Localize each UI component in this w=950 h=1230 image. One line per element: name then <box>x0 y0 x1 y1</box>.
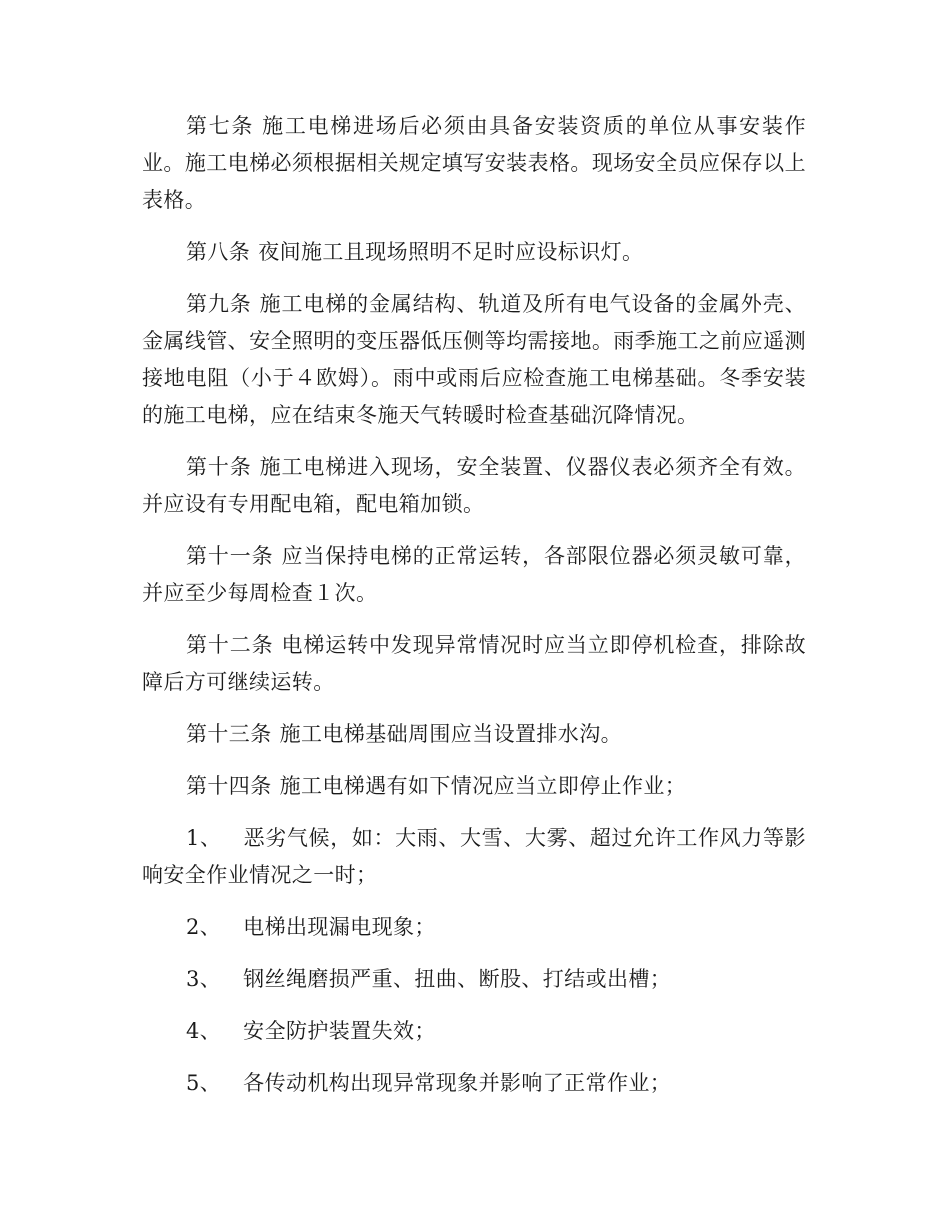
article-label: 第十条 <box>186 455 252 479</box>
article-label: 第八条 <box>186 240 251 264</box>
article-label: 第七条 <box>186 114 255 138</box>
list-item-number: 2、 <box>186 915 222 939</box>
article-text: 施工电梯基础周围应当设置排水沟。 <box>279 722 623 746</box>
list-item-text: 各传动机构出现异常现象并影响了正常作业； <box>243 1071 672 1095</box>
list-item <box>142 820 806 894</box>
article-label: 第九条 <box>186 292 252 316</box>
article-text: 施工电梯进场后必须由具备安装资质的单位从事安装作业。施工电梯必须根据相关规定填写安装表格。现场安全员应保存以上表格。 <box>142 114 806 212</box>
list-item <box>142 1013 806 1050</box>
list-item-number: 4、 <box>186 1019 222 1043</box>
list-item <box>142 961 806 998</box>
list-item <box>142 1065 806 1102</box>
list-item-text: 电梯出现漏电现象； <box>243 915 436 939</box>
article-text: 应当保持电梯的正常运转，各部限位器必须灵敏可靠，并应至少每周检查１次。 <box>142 544 806 605</box>
article-label: 第十一条 <box>186 544 274 568</box>
article-14 <box>142 768 806 805</box>
article-label: 第十三条 <box>186 722 272 746</box>
article-7 <box>142 108 806 219</box>
article-text: 施工电梯遇有如下情况应当立即停止作业； <box>279 774 687 798</box>
article-13 <box>142 716 806 753</box>
article-label: 第十四条 <box>186 774 272 798</box>
article-8 <box>142 234 806 271</box>
list-item-number: 3、 <box>186 967 222 991</box>
list-item-number: 5、 <box>186 1071 222 1095</box>
article-text: 电梯运转中发现异常情况时应当立即停机检查，排除故障后方可继续运转。 <box>142 633 806 694</box>
article-text: 施工电梯的金属结构、轨道及所有电气设备的金属外壳、金属线管、安全照明的变压器低压侧等均需接地。雨季施工之前应遥测接地电阻（小于４欧姆）。雨中或雨后应检查施工电梯基础。冬季安装的施工电梯，应在结束冬施天气转暖时检查基础沉降情况。 <box>142 292 806 427</box>
article-9 <box>142 286 806 434</box>
article-12 <box>142 627 806 701</box>
list-item-text: 安全防护装置失效； <box>243 1019 436 1043</box>
list-item-number: 1、 <box>186 826 222 850</box>
article-text: 夜间施工且现场照明不足时应设标识灯。 <box>258 240 644 264</box>
list-item-text: 钢丝绳磨损严重、扭曲、断股、打结或出槽； <box>243 967 672 991</box>
article-11 <box>142 538 806 612</box>
document-body <box>142 108 806 1117</box>
article-10 <box>142 449 806 523</box>
list-item-text: 恶劣气候，如：大雨、大雪、大雾、超过允许工作风力等影响安全作业情况之一时； <box>142 826 806 887</box>
article-label: 第十二条 <box>186 633 274 657</box>
list-item <box>142 909 806 946</box>
article-text: 施工电梯进入现场，安全装置、仪器仪表必须齐全有效。并应设有专用配电箱，配电箱加锁。 <box>142 455 806 516</box>
